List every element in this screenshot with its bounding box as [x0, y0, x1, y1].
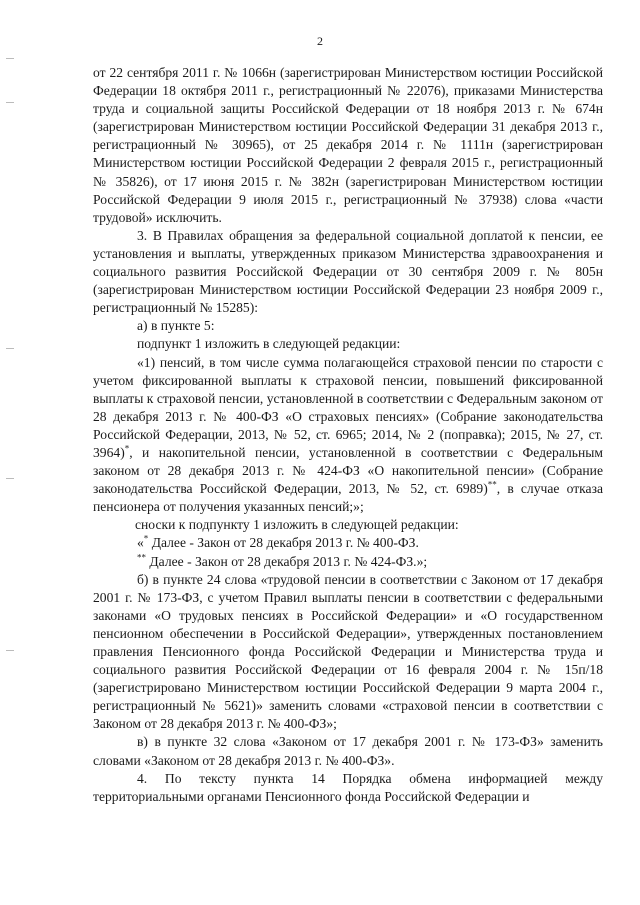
scan-mark — [6, 650, 14, 651]
paragraph-5 — [93, 354, 603, 517]
footnote-marker: * — [124, 443, 130, 454]
footnote-text: Далее - Закон от 28 декабря 2013 г. № 424-ФЗ.»; — [146, 553, 428, 569]
paragraph-5-part-a: «1) пенсий, в том числе сумма полагающейся страховой пенсии по старости с учетом фиксированной выплаты к страховой пенсии, повышений фиксированной выплаты к страховой пенсии, установленной в соответствии с Федеральным законом от 28 декабря 2013 г. № 400-ФЗ «О страховых пенсиях» (Собрание законодательства Российской Федерации, 2013, № 52, ст. 6965; 2014, № 2 (поправка); 2015, № 27, ст. 3964) — [93, 354, 603, 460]
footnote-marker: ** — [487, 479, 497, 490]
scan-mark — [6, 478, 14, 479]
footnote-line-2 — [93, 553, 603, 571]
paragraph-5-part-b: , и накопительной пенсии, установленной в соответствии с Федеральным законом от 28 декабря 2013 г. № 424-ФЗ «О накопительной пенсии» (Собрание законодательства Российской Федерации, 2013, № 52, ст. 6989) — [93, 444, 603, 497]
paragraph-8: в) в пункте 32 слова «Законом от 17 декабря 2001 г. № 173-ФЗ» заменить словами «Законом от 28 декабря 2013 г. № 400-ФЗ». — [93, 734, 603, 768]
quote-open: « — [137, 535, 144, 551]
paragraph-9: 4. По тексту пункта 14 Порядка обмена информацией между территориальными органами Пенсионного фонда Российской Федерации и — [93, 770, 603, 804]
footnote-marker: * — [143, 533, 149, 544]
scan-mark — [6, 348, 14, 349]
footnote-line-1 — [93, 534, 603, 552]
paragraph-3: а) в пункте 5: — [137, 318, 215, 334]
scan-mark — [6, 102, 14, 103]
document-body — [93, 64, 603, 806]
paragraph-1: от 22 сентября 2011 г. № 1066н (зарегистрирован Министерством юстиции Российской Федерации 18 октября 2011 г., регистрационный № 22076), приказами Министерства труда и социальной защиты Российской Федерации от 18 ноября 2013 г. № 674н (зарегистрирован Министерством юстиции Российской Федерации 31 декабря 2013 г., регистрационный № 30965), от 25 декабря 2014 г. № 1111н (зарегистрирован Министерством юстиции Российской Федерации 2 февраля 2015 г., регистрационный № 35826), от 17 июня 2015 г. № 382н (зарегистрирован Министерством юстиции Российской Федерации 9 июля 2015 г., регистрационный № 37938) слова «части трудовой» исключить. — [93, 65, 603, 225]
paragraph-4: подпункт 1 изложить в следующей редакции: — [137, 336, 401, 352]
page-number: 2 — [317, 34, 323, 48]
scan-mark — [6, 58, 14, 59]
paragraph-2: 3. В Правилах обращения за федеральной социальной доплатой к пенсии, ее установления и выплаты, утвержденных приказом Министерства здравоохранения и социального развития Российской Федерации от 30 сентября 2009 г. № 805н (зарегистрирован Министерством юстиции Российской Федерации 23 ноября 2009 г., регистрационный № 15285): — [93, 227, 603, 316]
footnote-marker: ** — [137, 552, 146, 562]
paragraph-6: сноски к подпункту 1 изложить в следующей редакции: — [135, 517, 459, 533]
footnote-text: Далее - Закон от 28 декабря 2013 г. № 400-ФЗ. — [148, 535, 419, 551]
paragraph-5-part-c: , в случае отказа пенсионера от получения указанных пенсий;»; — [93, 481, 603, 515]
paragraph-7: б) в пункте 24 слова «трудовой пенсии в соответствии с Законом от 17 декабря 2001 г. № 173-ФЗ, с учетом Правил выплаты пенсии в соответствии с федеральными законами «О трудовых пенсиях в Российской Федерации» и «О государственном пенсионном обеспечении в Российской Федерации», утвержденных постановлением правления Пенсионного фонда Российской Федерации и Министерства труда и социального развития Российской Федерации от 16 февраля 2004 г. № 15п/18 (зарегистрировано Министерством юстиции Российской Федерации 9 марта 2004 г., регистрационный № 5621)» заменить словами «страховой пенсии в соответствии с Законом от 28 декабря 2013 г. № 400-ФЗ»; — [93, 571, 603, 732]
